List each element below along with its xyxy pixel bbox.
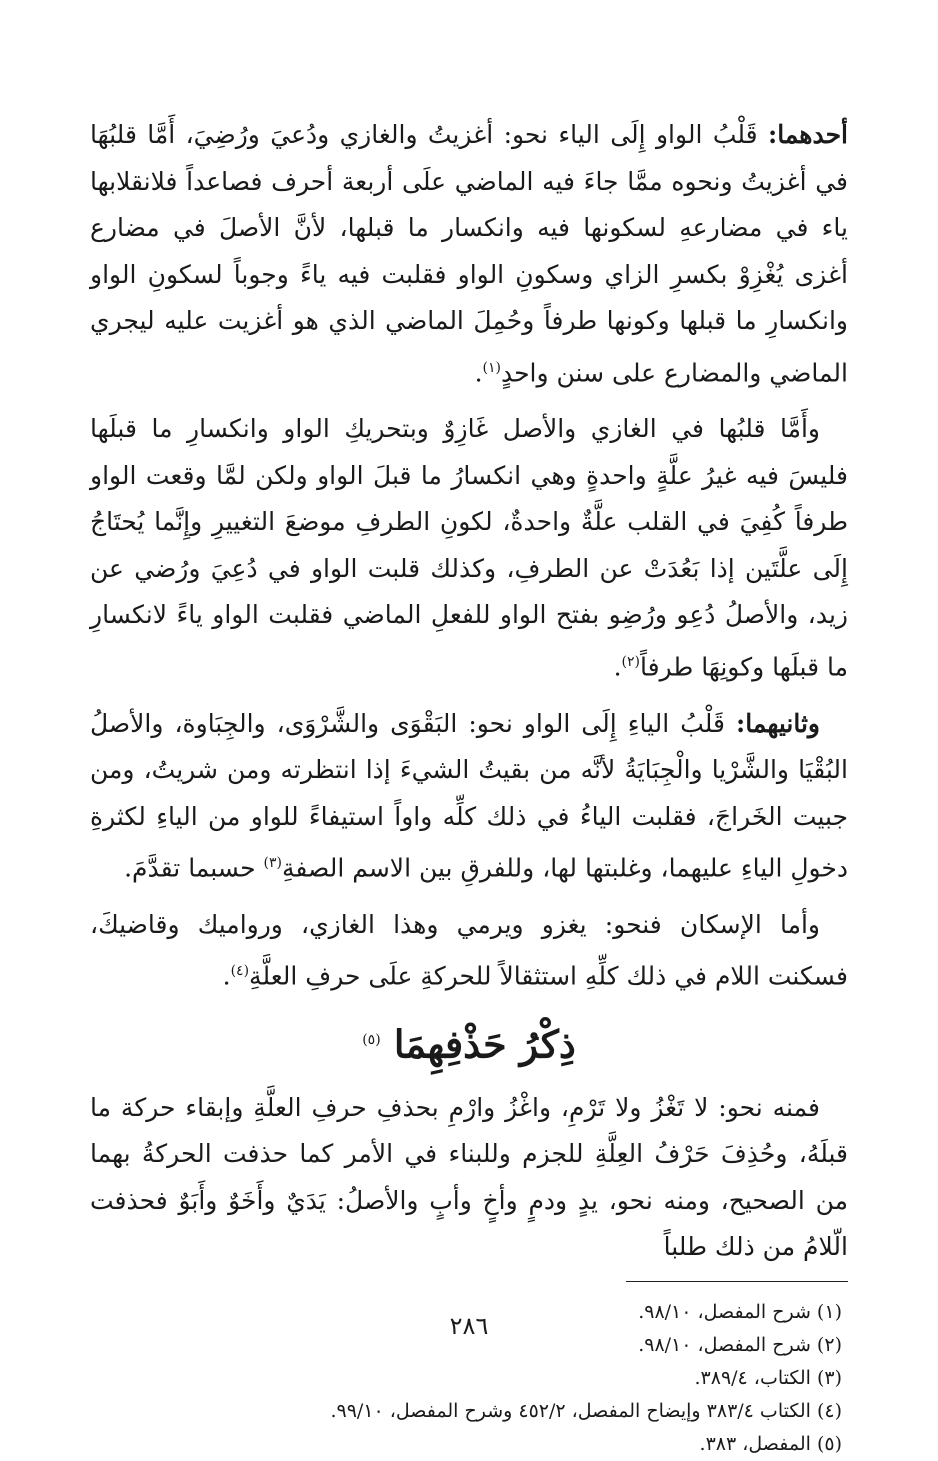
footnote-ref-1: (١) [482, 359, 501, 376]
paragraph-1-tail: . [474, 357, 483, 387]
paragraph-3 [90, 701, 848, 892]
paragraph-1-text: قَلْبُ الواو إِلَى الياء نحو: أغزيتُ والغازي ودُعيَ ورُضِيَ، أَمَّا قلبُهَا في أغزيتُ ونحوه ممَّا جاءَ فيه الماضي علَى أربعة أحرف فصاعداً فلانقلابها ياء في مضارعهِ لسكونها فيه وانكسار ما قبلها، لأنَّ الأصلَ في مضارع أغزى يُغْزِوْ بكسرِ الزاي وسكونِ الواو فقلبت فيه ياءً وجوباً لسكونِ الواو وانكسارِ ما قبلها وكونها طرفاً وحُمِلَ الماضي الذي هو أغزيت عليه ليجري الماضي والمضارع على سنن واحدٍ [90, 120, 848, 387]
footnote-2: (٢) شرح المفصل، ٩٨/١٠. [638, 1333, 842, 1356]
page-number: ٢٨٦ [449, 1312, 489, 1340]
page-body [90, 112, 848, 1461]
paragraph-2-text: وأَمَّا قلبُها في الغازي والأصل غَازِوٌ وبتحريكِ الواو وانكسارِ ما قبلَها فليسَ فيه غيرُ علَّةٍ واحدةٍ وهي انكسارُ ما قبلَ الواو ولكن لمَّا وقعت الواو طرفاً كُفِيَ في القلب علَّةٌ واحدةٌ، لكونِ الطرفِ موضعَ التغييرِ وإِنَّما يُحتَاجُ إِلَى علَّتَين إذا بَعُدَتْ عن الطرفِ، وكذلك قلبت الواو في دُعِيَ ورُضي عن زيد، والأصلُ دُعِو ورُضِو بفتح الواو للفعلِ الماضي فقلبت الواو ياءً لانكسارِ ما قبلَها وكونِهَا طرفاً [90, 414, 848, 682]
footnote-1: (١) شرح المفصل، ٩٨/١٠. [638, 1300, 842, 1323]
paragraph-4-text: وأما الإسكان فنحو: يغزو ويرمي وهذا الغازي، ورواميك وقاضيكَ، فسكنت اللام في ذلك كلِّهِ استثقالاً للحركةِ علَى حرفِ العلَّةِ [90, 909, 848, 991]
footnote-ref-2: (٢) [621, 653, 640, 670]
footnote-ref-3: (٣) [263, 855, 282, 872]
footnote-4: (٤) الكتاب ٣٨٣/٤ وإيضاح المفصل، ٤٥٢/٢ وشرح المفصل، ٩٩/١٠. [330, 1399, 842, 1422]
paragraph-2-tail: . [613, 652, 622, 682]
paragraph-1-lead: أحدهما: [767, 120, 848, 149]
section-heading-text: ذِكْرُ حَذْفِهِمَا [393, 1021, 576, 1067]
paragraph-1 [90, 112, 848, 396]
footnote-3: (٣) الكتاب، ٣٨٩/٤. [694, 1366, 842, 1389]
paragraph-3-text: قَلْبُ الياءِ إِلَى الواو نحو: البَقْوَى والشَّرْوَى، والجِبَاوة، والأصلُ البُقْيَا والشَّرْيا والْجِبَايَةُ لأنَّه من بقيتُ الشيءَ إذا انتظرته ومن شريتُ، ومن جبيت الخَراجَ، فقلبت الياءُ في ذلك كلِّه واواً استيفاءً للواو من الياءِ لكثرةِ دخولِ الياءِ عليهما، وغلبتها لها، وللفرقِ بين الاسم الصفةِ [90, 708, 848, 883]
section-heading [90, 1010, 848, 1075]
paragraph-5-text: فمنه نحو: لا تَغْزُ ولا تَرْمِ، واغْزُ وارْمِ بحذفِ حرفِ العلَّةِ وإبقاء حركة ما قبلَهُ، وحُذِفَ حَرْفُ العِلَّةِ للجزم وللبناء في الأمر كما حذفت الحركةُ بهما من الصحيح، ومنه نحو، يدٍ ودمٍ وأخٍ وأبٍ والأصلُ: يَدَيٌ وأَخَوٌ وأَبَوٌ فحذفت الّلامُ من ذلك طلباً [90, 1092, 848, 1262]
footnote-ref-5: (٥) [362, 1032, 381, 1049]
footnote-divider [626, 1281, 848, 1282]
paragraph-3-lead: وثانيهما: [736, 708, 820, 738]
paragraph-5 [90, 1085, 848, 1271]
paragraph-4 [90, 902, 848, 1000]
footnote-5: (٥) المفصل، ٣٨٣. [699, 1432, 842, 1455]
paragraph-2 [90, 406, 848, 690]
paragraph-3-tail: حسبما تقدَّمَ. [124, 853, 264, 883]
paragraph-4-tail: . [222, 961, 231, 991]
footnote-ref-4: (٤) [230, 963, 250, 980]
